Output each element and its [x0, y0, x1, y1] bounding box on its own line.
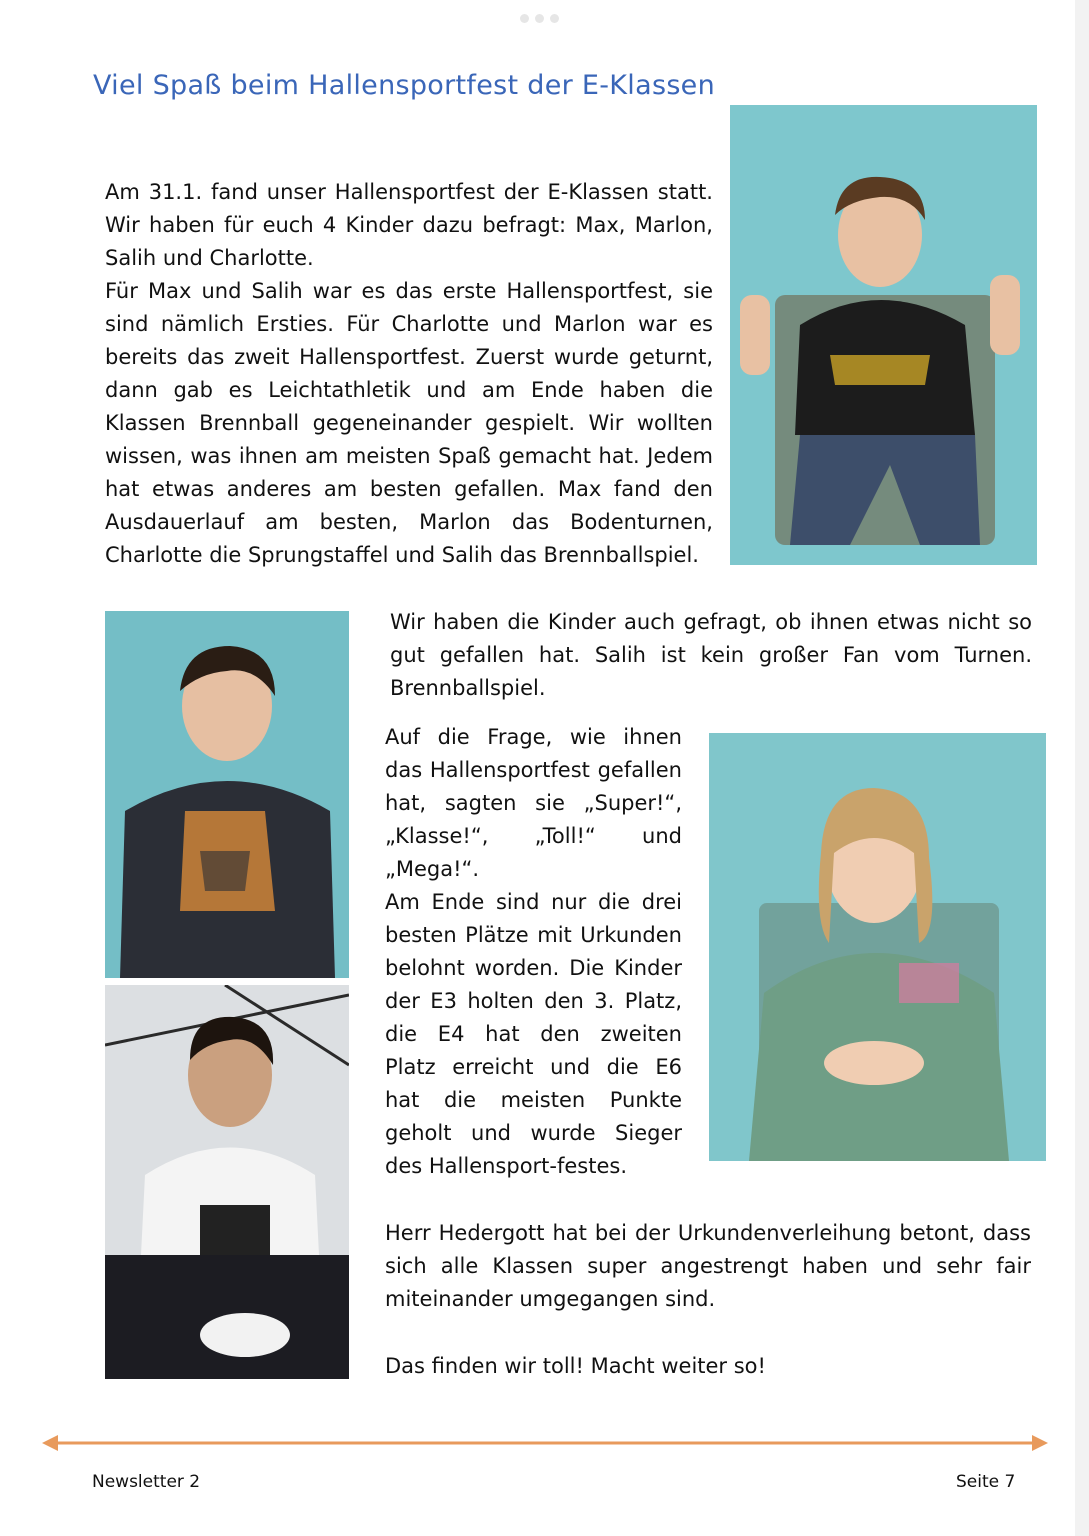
paragraph-intro: Am 31.1. fand unser Hallensportfest der E-Klassen statt. Wir haben für euch 4 Kinder dazu befragt: Max, Marlon, Salih und Charlotte.	[105, 180, 713, 270]
article-title: Viel Spaß beim Hallensportfest der E-Klassen	[93, 70, 716, 101]
paragraph-question: Auf die Frage, wie ihnen das Hallensportfest gefallen hat, sagten sie „Super!“, „Klasse!“, „Toll!“ und „Mega!“.	[385, 725, 682, 881]
photo-boy-peace-sign	[730, 105, 1037, 565]
paragraph-teacher: Herr Hedergott hat bei der Urkundenverleihung betont, dass sich alle Klassen super angestrengt haben und sehr fair miteinander umgegangen sind.	[385, 1221, 1031, 1311]
scrollbar[interactable]	[1075, 0, 1089, 1536]
paragraph-question-results	[385, 721, 682, 1183]
paragraph-first-time: Für Max und Salih war es das erste Hallensportfest, sie sind nämlich Ersties. Für Charlotte und Marlon war es bereits das zweit Hallensportfest. Zuerst wurde geturnt, dann gab es Leichtathletik und am Ende haben die Klassen Brennball gegeneinander gespielt. Wir wollten wissen, was ihnen am meisten Spaß gemacht hat. Jedem hat etwas anderes am besten gefallen. Max fand den Ausdauerlauf am besten, Marlon das Bodenturnen, Charlotte die Sprungstaffel und Salih das Brennballspiel.	[105, 279, 713, 567]
paragraph-intro-block	[105, 176, 713, 572]
paragraph-not-liked: Wir haben die Kinder auch gefragt, ob ihnen etwas nicht so gut gefallen hat. Salih ist kein großer Fan vom Turnen. Brennballspiel.	[390, 610, 1032, 700]
photo-girl-green-hoodie	[709, 733, 1046, 1161]
photo-boy-tiger-sweater	[105, 611, 349, 978]
paragraph-closing: Das finden wir toll! Macht weiter so!	[385, 1354, 766, 1378]
footer-page-number: Seite 7	[956, 1472, 1016, 1492]
double-arrow-divider	[40, 1430, 1050, 1456]
paragraph-results: Am Ende sind nur die drei besten Plätze mit Urkunden belohnt worden. Die Kinder der E3 holten den 3. Platz, die E4 hat den zweiten Platz erreicht und die E6 hat die meisten Punkte geholt und wurde Sieger des Hallensport-festes.	[385, 890, 682, 1178]
page-indicator	[520, 14, 559, 23]
photo-boy-sitting-floor	[105, 985, 349, 1379]
footer-newsletter: Newsletter 2	[92, 1472, 201, 1492]
